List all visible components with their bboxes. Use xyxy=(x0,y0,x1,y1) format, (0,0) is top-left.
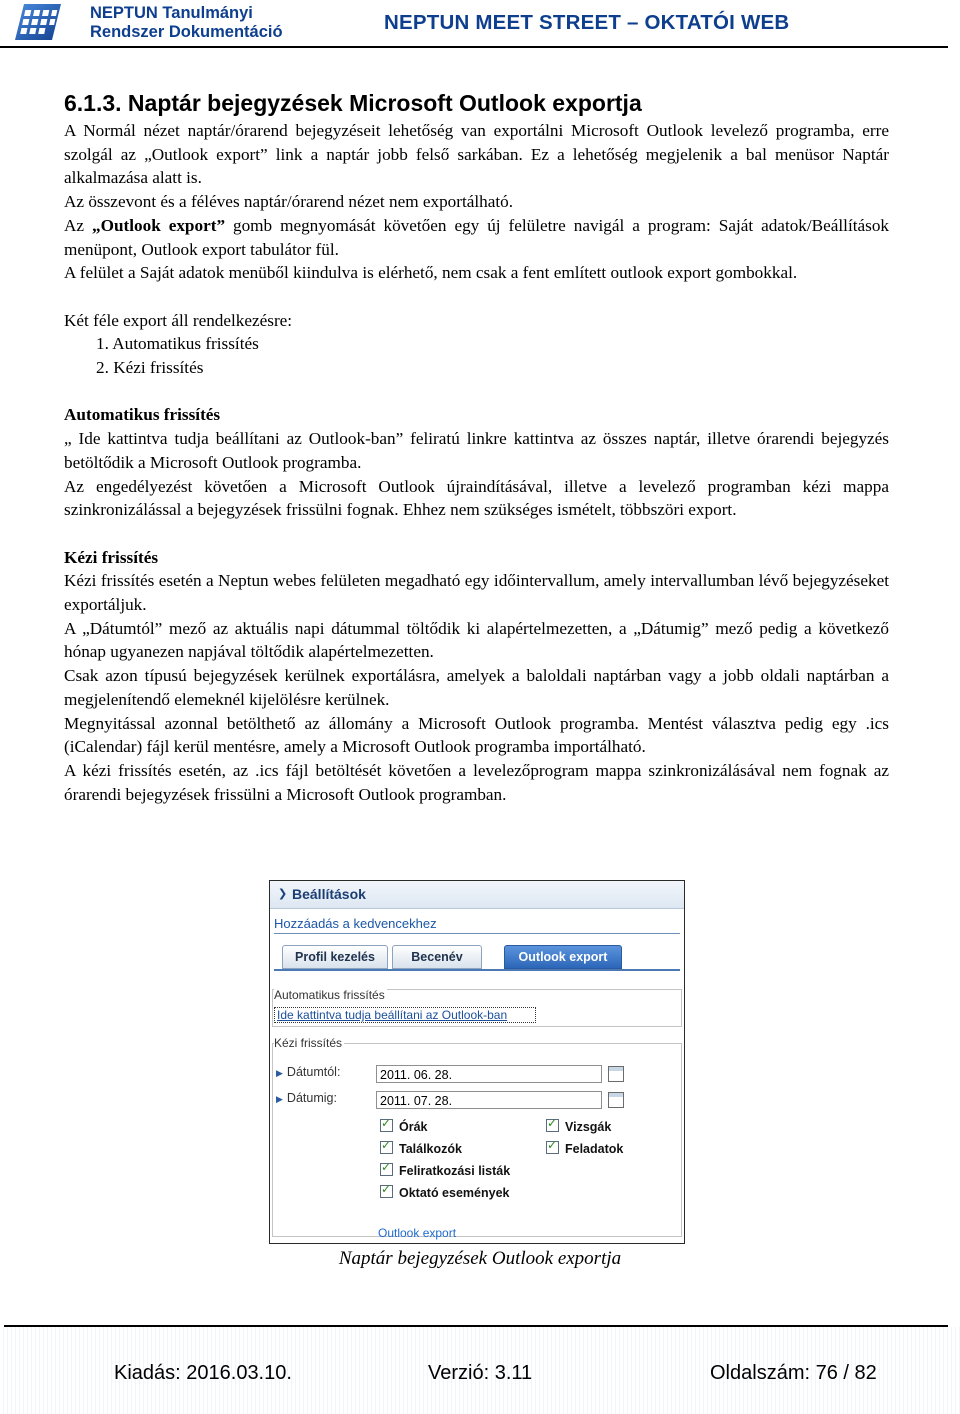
checkbox-label: Órák xyxy=(399,1120,428,1134)
arrow-right-icon: ▶ xyxy=(276,1068,283,1078)
figure-caption: Naptár bejegyzések Outlook exportja xyxy=(338,1248,622,1269)
date-from-input[interactable]: 2011. 06. 28. xyxy=(376,1065,602,1083)
paragraph-outlook-export-button xyxy=(64,214,889,261)
checkbox-meetings[interactable] xyxy=(380,1141,462,1156)
spacer xyxy=(64,285,889,309)
spacer xyxy=(64,522,889,546)
checkbox-checked-icon[interactable] xyxy=(380,1119,393,1132)
paragraph-manual-1: Kézi frissítés esetén a Neptun webes felületen megadható egy időintervallum, amely intervallumban lévő bejegyzéseket exportáljuk. xyxy=(64,571,889,615)
paragraph-auto-2: Az engedélyezést követően a Microsoft Outlook újraindításával, illetve a levelező programban kézi mappa szinkronizálással a bejegyzések frissülni fognak. Ehhez nem szükséges ismételt, többszöri export. xyxy=(64,476,889,520)
release-date: Kiadás: 2016.03.10. xyxy=(114,1362,292,1384)
paragraph-manual-5: A kézi frissítés esetén, az .ics fájl betöltését követően a levelezőprogram mappa szinkronizálásával nem fognak az órarendi bejegyzések frissülni a Microsoft Outlook programban. xyxy=(64,760,889,804)
paragraph-intro: A Normál nézet naptár/órarend bejegyzéseit lehetőség van exportálni Microsoft Outlook levelező programba, erre szolgál az „Outlook export” link a naptár jobb felső sarkában. Ez a lehetőség megjelenik a bal menüsor Naptár alkalmazása alatt is. xyxy=(64,121,889,188)
outlook-export-link[interactable]: Outlook export xyxy=(378,1226,457,1240)
brand-line-2: Rendszer Dokumentáció xyxy=(90,23,283,41)
date-to-input[interactable]: 2011. 07. 28. xyxy=(376,1091,602,1109)
tabs-divider xyxy=(274,969,680,971)
paragraph-auto-1: „ Ide kattintva tudja beállítani az Outlook-ban” feliratú linkre kattintva az összes naptár, illetve órarendi bejegyzés betöltődik a Microsoft Outlook programba. xyxy=(64,429,889,472)
settings-title: Beállítások xyxy=(292,886,366,902)
checkbox-exams[interactable] xyxy=(546,1119,611,1134)
page-footer xyxy=(0,1327,960,1414)
tab-outlook-export[interactable]: Outlook export xyxy=(504,945,622,969)
heading-manual-refresh: Kézi frissítés xyxy=(64,547,159,567)
auto-refresh-title: Automatikus frissítés xyxy=(274,988,385,1002)
paragraph-manual-4: Megnyitással azonnal betölthető az állomány a Microsoft Outlook programba. Mentést választva pedig egy .ics (iCalendar) fájl kerül mentésre, amely a Microsoft Outlook programba importálható. xyxy=(64,713,889,757)
tab-nickname[interactable]: Becenév xyxy=(392,945,482,969)
checkbox-label: Feladatok xyxy=(565,1142,624,1156)
page-header xyxy=(0,0,960,50)
settings-screenshot-figure xyxy=(269,880,685,1244)
add-to-favorites-link[interactable]: Hozzáadás a kedvencekhez xyxy=(274,916,437,931)
export-type-list xyxy=(64,332,889,379)
checkbox-checked-icon[interactable] xyxy=(380,1141,393,1154)
page-number: Oldalszám: 76 / 82 xyxy=(710,1362,877,1384)
bold-term-outlook-export: „Outlook export” xyxy=(92,215,226,235)
divider xyxy=(274,933,680,934)
settings-panel-header xyxy=(270,881,684,909)
calendar-icon[interactable] xyxy=(608,1066,624,1082)
paragraph-not-exportable: Az összevont és a féléves naptár/órarend nézet nem exportálható. xyxy=(64,192,514,212)
manual-refresh-title: Kézi frissítés xyxy=(274,1036,343,1050)
heading-automatic-refresh: Automatikus frissítés xyxy=(64,405,221,425)
paragraph-export-types: Két féle export áll rendelkezésre: xyxy=(64,310,293,330)
version: Verzió: 3.11 xyxy=(428,1362,533,1384)
checkbox-tasks[interactable] xyxy=(546,1141,623,1156)
checkbox-signup-lists[interactable] xyxy=(380,1163,510,1178)
header-divider xyxy=(0,46,948,48)
checkbox-checked-icon[interactable] xyxy=(546,1141,559,1154)
spacer xyxy=(64,380,889,404)
calendar-icon[interactable] xyxy=(608,1092,624,1108)
list-item: 2. Kézi frissítés xyxy=(96,358,204,378)
outlook-subscribe-link[interactable]: Ide kattintva tudja beállítani az Outlook-ban xyxy=(274,1007,536,1023)
checkbox-label: Oktató események xyxy=(399,1186,510,1200)
list-item: 1. Automatikus frissítés xyxy=(96,334,259,354)
date-to-label xyxy=(276,1091,337,1105)
date-to-text: Dátumig: xyxy=(286,1091,337,1105)
checkbox-checked-icon[interactable] xyxy=(380,1163,393,1176)
brand-line-1: NEPTUN Tanulmányi xyxy=(90,4,253,22)
neptun-logo-icon xyxy=(14,2,62,42)
paragraph-own-data-menu: A felület a Saját adatok menüből kiindulva is elérhető, nem csak a fent említett outlook export gombokkal. xyxy=(64,263,798,283)
checkbox-label: Vizsgák xyxy=(565,1120,612,1134)
section-title: 6.1.3. Naptár bejegyzések Microsoft Outlook exportja xyxy=(64,90,642,116)
tab-profile[interactable]: Profil kezelés xyxy=(282,945,388,969)
checkbox-classes[interactable] xyxy=(380,1119,428,1134)
text-run: gomb megnyomását követően egy új felületre navigál a program: Saját adatok/Beállítások menüpont, Outlook export tabulátor fül. xyxy=(64,215,890,259)
brand-name xyxy=(90,4,283,42)
main-content xyxy=(64,88,889,806)
date-from-label xyxy=(276,1065,340,1079)
document-title: NEPTUN MEET STREET – OKTATÓI WEB xyxy=(384,11,790,34)
arrow-right-icon: ▶ xyxy=(276,1094,283,1104)
checkbox-label: Találkozók xyxy=(399,1142,462,1156)
date-from-text: Dátumtól: xyxy=(286,1065,341,1079)
checkbox-checked-icon[interactable] xyxy=(546,1119,559,1132)
checkbox-label: Feliratkozási listák xyxy=(399,1164,511,1178)
paragraph-manual-3: Csak azon típusú bejegyzések kerülnek exportálásra, amelyek a baloldali naptárban vagy a jobb oldali naptárban a megjelenítendő elemeknél kijelölésre kerülnek. xyxy=(64,666,889,709)
chevron-right-icon: ❯ xyxy=(278,888,288,900)
checkbox-instructor-events[interactable] xyxy=(380,1185,509,1200)
checkbox-checked-icon[interactable] xyxy=(380,1185,393,1198)
paragraph-manual-2: A „Dátumtól” mező az aktuális napi dátummal töltődik ki alapértelmezetten, a „Dátumig” mező pedig a következő hónap ugyanezen napjával töltődik alapértelmezetten. xyxy=(64,618,889,662)
text-run: Az xyxy=(64,215,92,235)
